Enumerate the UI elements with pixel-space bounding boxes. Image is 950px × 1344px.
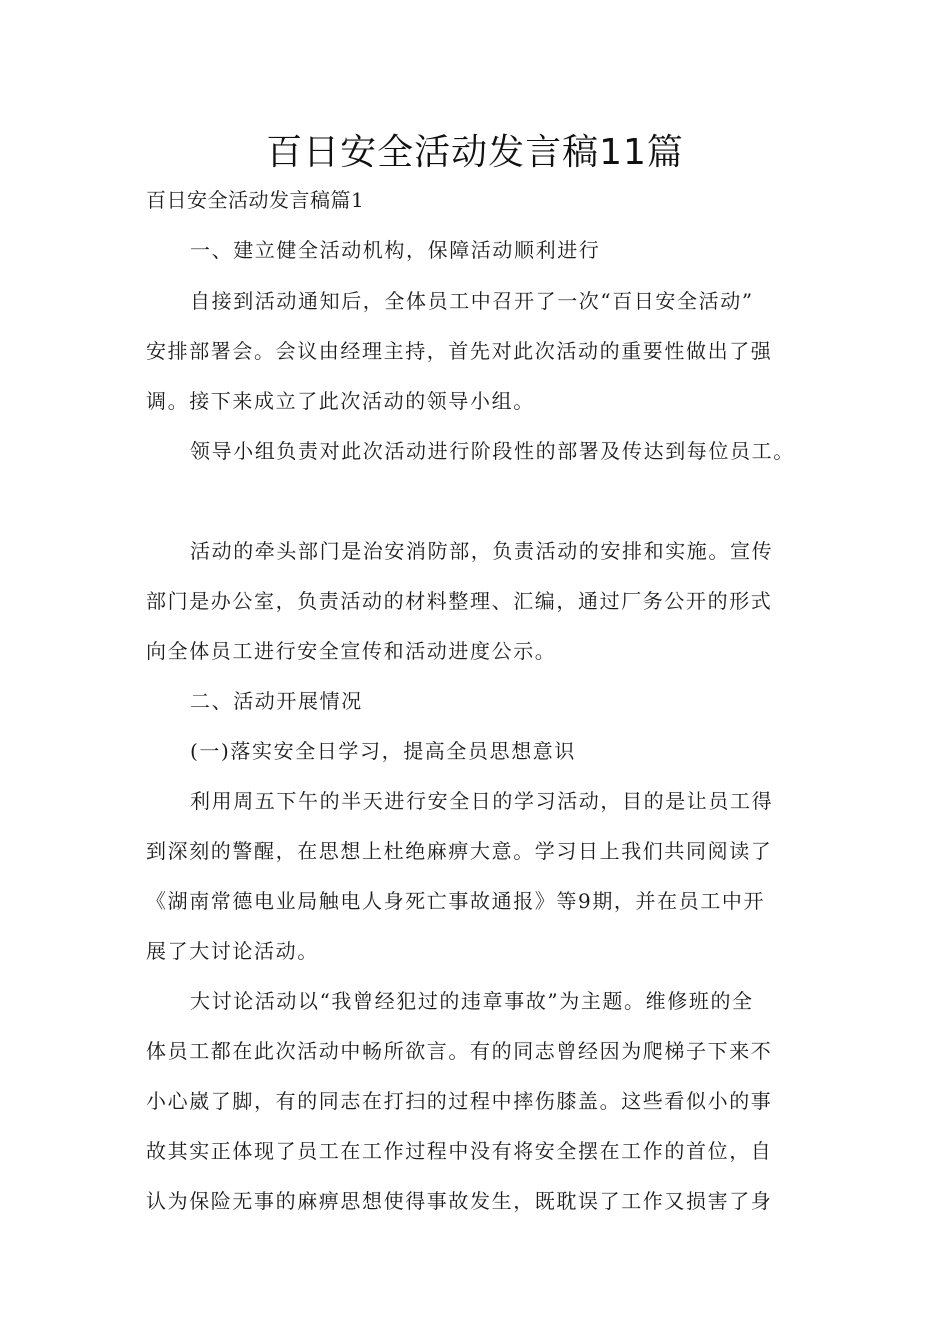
paragraph-line: 领导小组负责对此次活动进行阶段性的部署及传达到每位员工。 xyxy=(190,439,795,463)
paragraph-line: 利用周五下午的半天进行安全日的学习活动，目的是让员工得 xyxy=(190,789,774,813)
paragraph-line: 自接到活动通知后，全体员工中召开了一次“百日安全活动” xyxy=(190,289,754,313)
paragraph-line: 展了大讨论活动。 xyxy=(146,939,319,963)
paragraph-line: 认为保险无事的麻痹思想使得事故发生，既耽误了工作又损害了身 xyxy=(146,1189,773,1213)
paragraph-line: 调。接下来成立了此次活动的领导小组。 xyxy=(146,389,535,413)
paragraph-line: 大讨论活动以“我曾经犯过的违章事故”为主题。维修班的全 xyxy=(190,989,754,1013)
document-title: 百日安全活动发言稿11篇 xyxy=(266,132,684,173)
section-subtitle: 百日安全活动发言稿篇1 xyxy=(146,188,365,212)
paragraph-line: 活动的牵头部门是治安消防部，负责活动的安排和实施。宣传 xyxy=(190,539,774,563)
paragraph-line: 安排部署会。会议由经理主持，首先对此次活动的重要性做出了强 xyxy=(146,339,773,363)
paragraph-line: 小心崴了脚，有的同志在打扫的过程中摔伤膝盖。这些看似小的事 xyxy=(146,1089,773,1113)
subheading-1: (一)落实安全日学习，提高全员思想意识 xyxy=(190,739,577,763)
paragraph-line: 到深刻的警醒，在思想上杜绝麻痹大意。学习日上我们共同阅读了 xyxy=(146,839,773,863)
paragraph-line: 向全体员工进行安全宣传和活动进度公示。 xyxy=(146,639,557,663)
paragraph-line: 《湖南常德电业局触电人身死亡事故通报》等9期，并在员工中开 xyxy=(146,889,766,913)
paragraph-line: 部门是办公室，负责活动的材料整理、汇编，通过厂务公开的形式 xyxy=(146,589,773,613)
paragraph-line: 体员工都在此次活动中畅所欲言。有的同志曾经因为爬梯子下来不 xyxy=(146,1039,773,1063)
heading-2: 二、活动开展情况 xyxy=(190,689,363,713)
paragraph-line: 故其实正体现了员工在工作过程中没有将安全摆在工作的首位，自 xyxy=(146,1139,773,1163)
heading-1: 一、建立健全活动机构，保障活动顺利进行 xyxy=(190,238,601,262)
